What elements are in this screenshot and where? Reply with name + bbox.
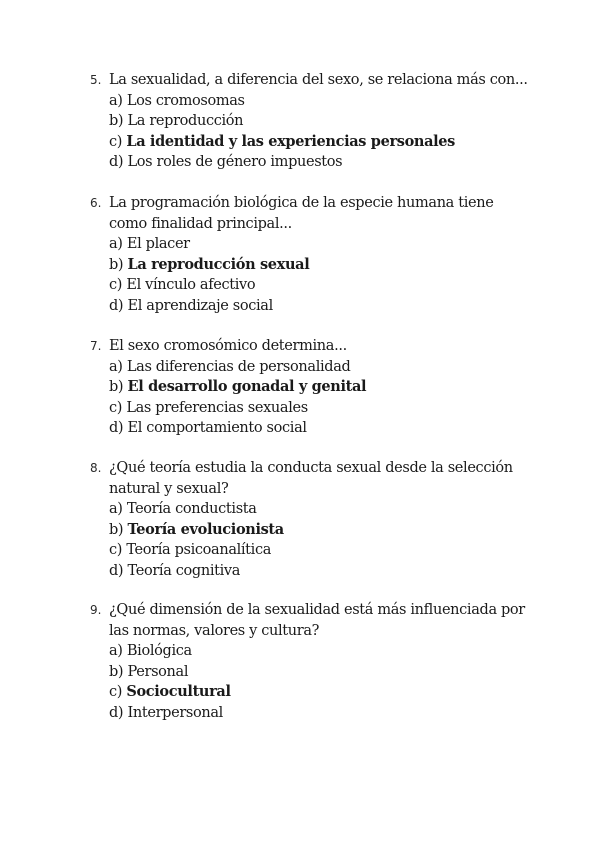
option-letter: a) <box>109 236 123 252</box>
option-c <box>109 132 530 153</box>
option-letter: b) <box>109 113 124 129</box>
option-text: Interpersonal <box>127 704 223 721</box>
option-d <box>109 703 530 724</box>
question-8 <box>90 458 530 581</box>
option-letter: a) <box>109 643 123 659</box>
option-c <box>109 398 530 419</box>
option-b <box>109 662 530 683</box>
option-b <box>109 377 530 398</box>
option-letter: d) <box>109 420 124 436</box>
question-number: 5. <box>90 73 102 87</box>
option-c <box>109 682 530 703</box>
option-a <box>109 234 530 255</box>
option-d <box>109 152 530 173</box>
option-text: El comportamiento social <box>127 420 307 436</box>
question-5 <box>90 70 530 173</box>
question-text: El sexo cromosómico determina... <box>109 338 347 354</box>
question-stem <box>90 193 530 234</box>
question-stem <box>90 458 530 499</box>
option-c <box>109 540 530 561</box>
option-text: Las diferencias de personalidad <box>126 358 351 375</box>
question-stem <box>90 336 530 357</box>
option-letter: c) <box>109 399 123 416</box>
option-text: Biológica <box>126 643 192 659</box>
option-text: Teoría conductista <box>126 501 257 517</box>
option-letter: c) <box>109 133 123 150</box>
option-letter: d) <box>109 297 124 314</box>
option-text: El placer <box>126 236 190 252</box>
question-text: La programación biológica de la especie humana tiene como finalidad principal... <box>109 195 494 232</box>
option-b <box>109 255 530 276</box>
question-stem <box>90 600 530 641</box>
option-letter: b) <box>109 521 124 538</box>
question-text: La sexualidad, a diferencia del sexo, se relaciona más con... <box>109 72 528 88</box>
option-b <box>109 520 530 541</box>
option-b <box>109 111 530 132</box>
option-letter: b) <box>109 663 124 680</box>
option-text: El aprendizaje social <box>127 297 273 314</box>
option-text: La reproducción <box>127 113 244 129</box>
option-d <box>109 296 530 317</box>
correct-option-text: Teoría evolucionista <box>127 520 284 538</box>
question-stem <box>90 70 530 91</box>
options-list <box>109 234 530 316</box>
option-letter: a) <box>109 92 123 109</box>
question-7 <box>90 336 530 439</box>
options-list <box>109 357 530 439</box>
option-letter: a) <box>109 501 123 517</box>
options-list <box>109 641 530 723</box>
option-a <box>109 641 530 662</box>
option-letter: d) <box>109 154 124 170</box>
option-d <box>109 561 530 582</box>
option-text: Personal <box>127 663 189 680</box>
option-letter: c) <box>109 277 123 293</box>
option-c <box>109 275 530 296</box>
correct-option-text: La reproducción sexual <box>127 255 310 273</box>
options-list <box>109 499 530 581</box>
option-a <box>109 499 530 520</box>
option-letter: b) <box>109 256 124 273</box>
correct-option-text: La identidad y las experiencias personales <box>126 132 455 150</box>
question-6 <box>90 193 530 316</box>
question-number: 9. <box>90 603 102 617</box>
correct-option-text: Sociocultural <box>126 683 231 700</box>
option-text: Las preferencias sexuales <box>126 399 308 416</box>
option-text: Los roles de género impuestos <box>127 154 343 170</box>
question-number: 6. <box>90 196 102 210</box>
option-letter: a) <box>109 358 123 375</box>
option-a <box>109 357 530 378</box>
options-list <box>109 91 530 173</box>
question-text: ¿Qué teoría estudia la conducta sexual desde la selección natural y sexual? <box>109 460 513 497</box>
question-number: 8. <box>90 461 102 475</box>
option-text: Los cromosomas <box>126 92 245 109</box>
question-number: 7. <box>90 339 102 353</box>
option-text: El vínculo afectivo <box>126 277 256 293</box>
option-letter: d) <box>109 704 124 721</box>
question-text: ¿Qué dimensión de la sexualidad está más influenciada por las normas, valores y cultura? <box>109 602 525 639</box>
option-letter: d) <box>109 562 124 579</box>
option-a <box>109 91 530 112</box>
option-text: Teoría psicoanalítica <box>126 542 272 558</box>
option-letter: c) <box>109 684 123 700</box>
option-text: Teoría cognitiva <box>127 562 241 579</box>
question-9 <box>90 600 530 723</box>
correct-option-text: El desarrollo gonadal y genital <box>127 378 367 395</box>
option-letter: b) <box>109 379 124 395</box>
option-letter: c) <box>109 542 123 558</box>
option-d <box>109 418 530 439</box>
